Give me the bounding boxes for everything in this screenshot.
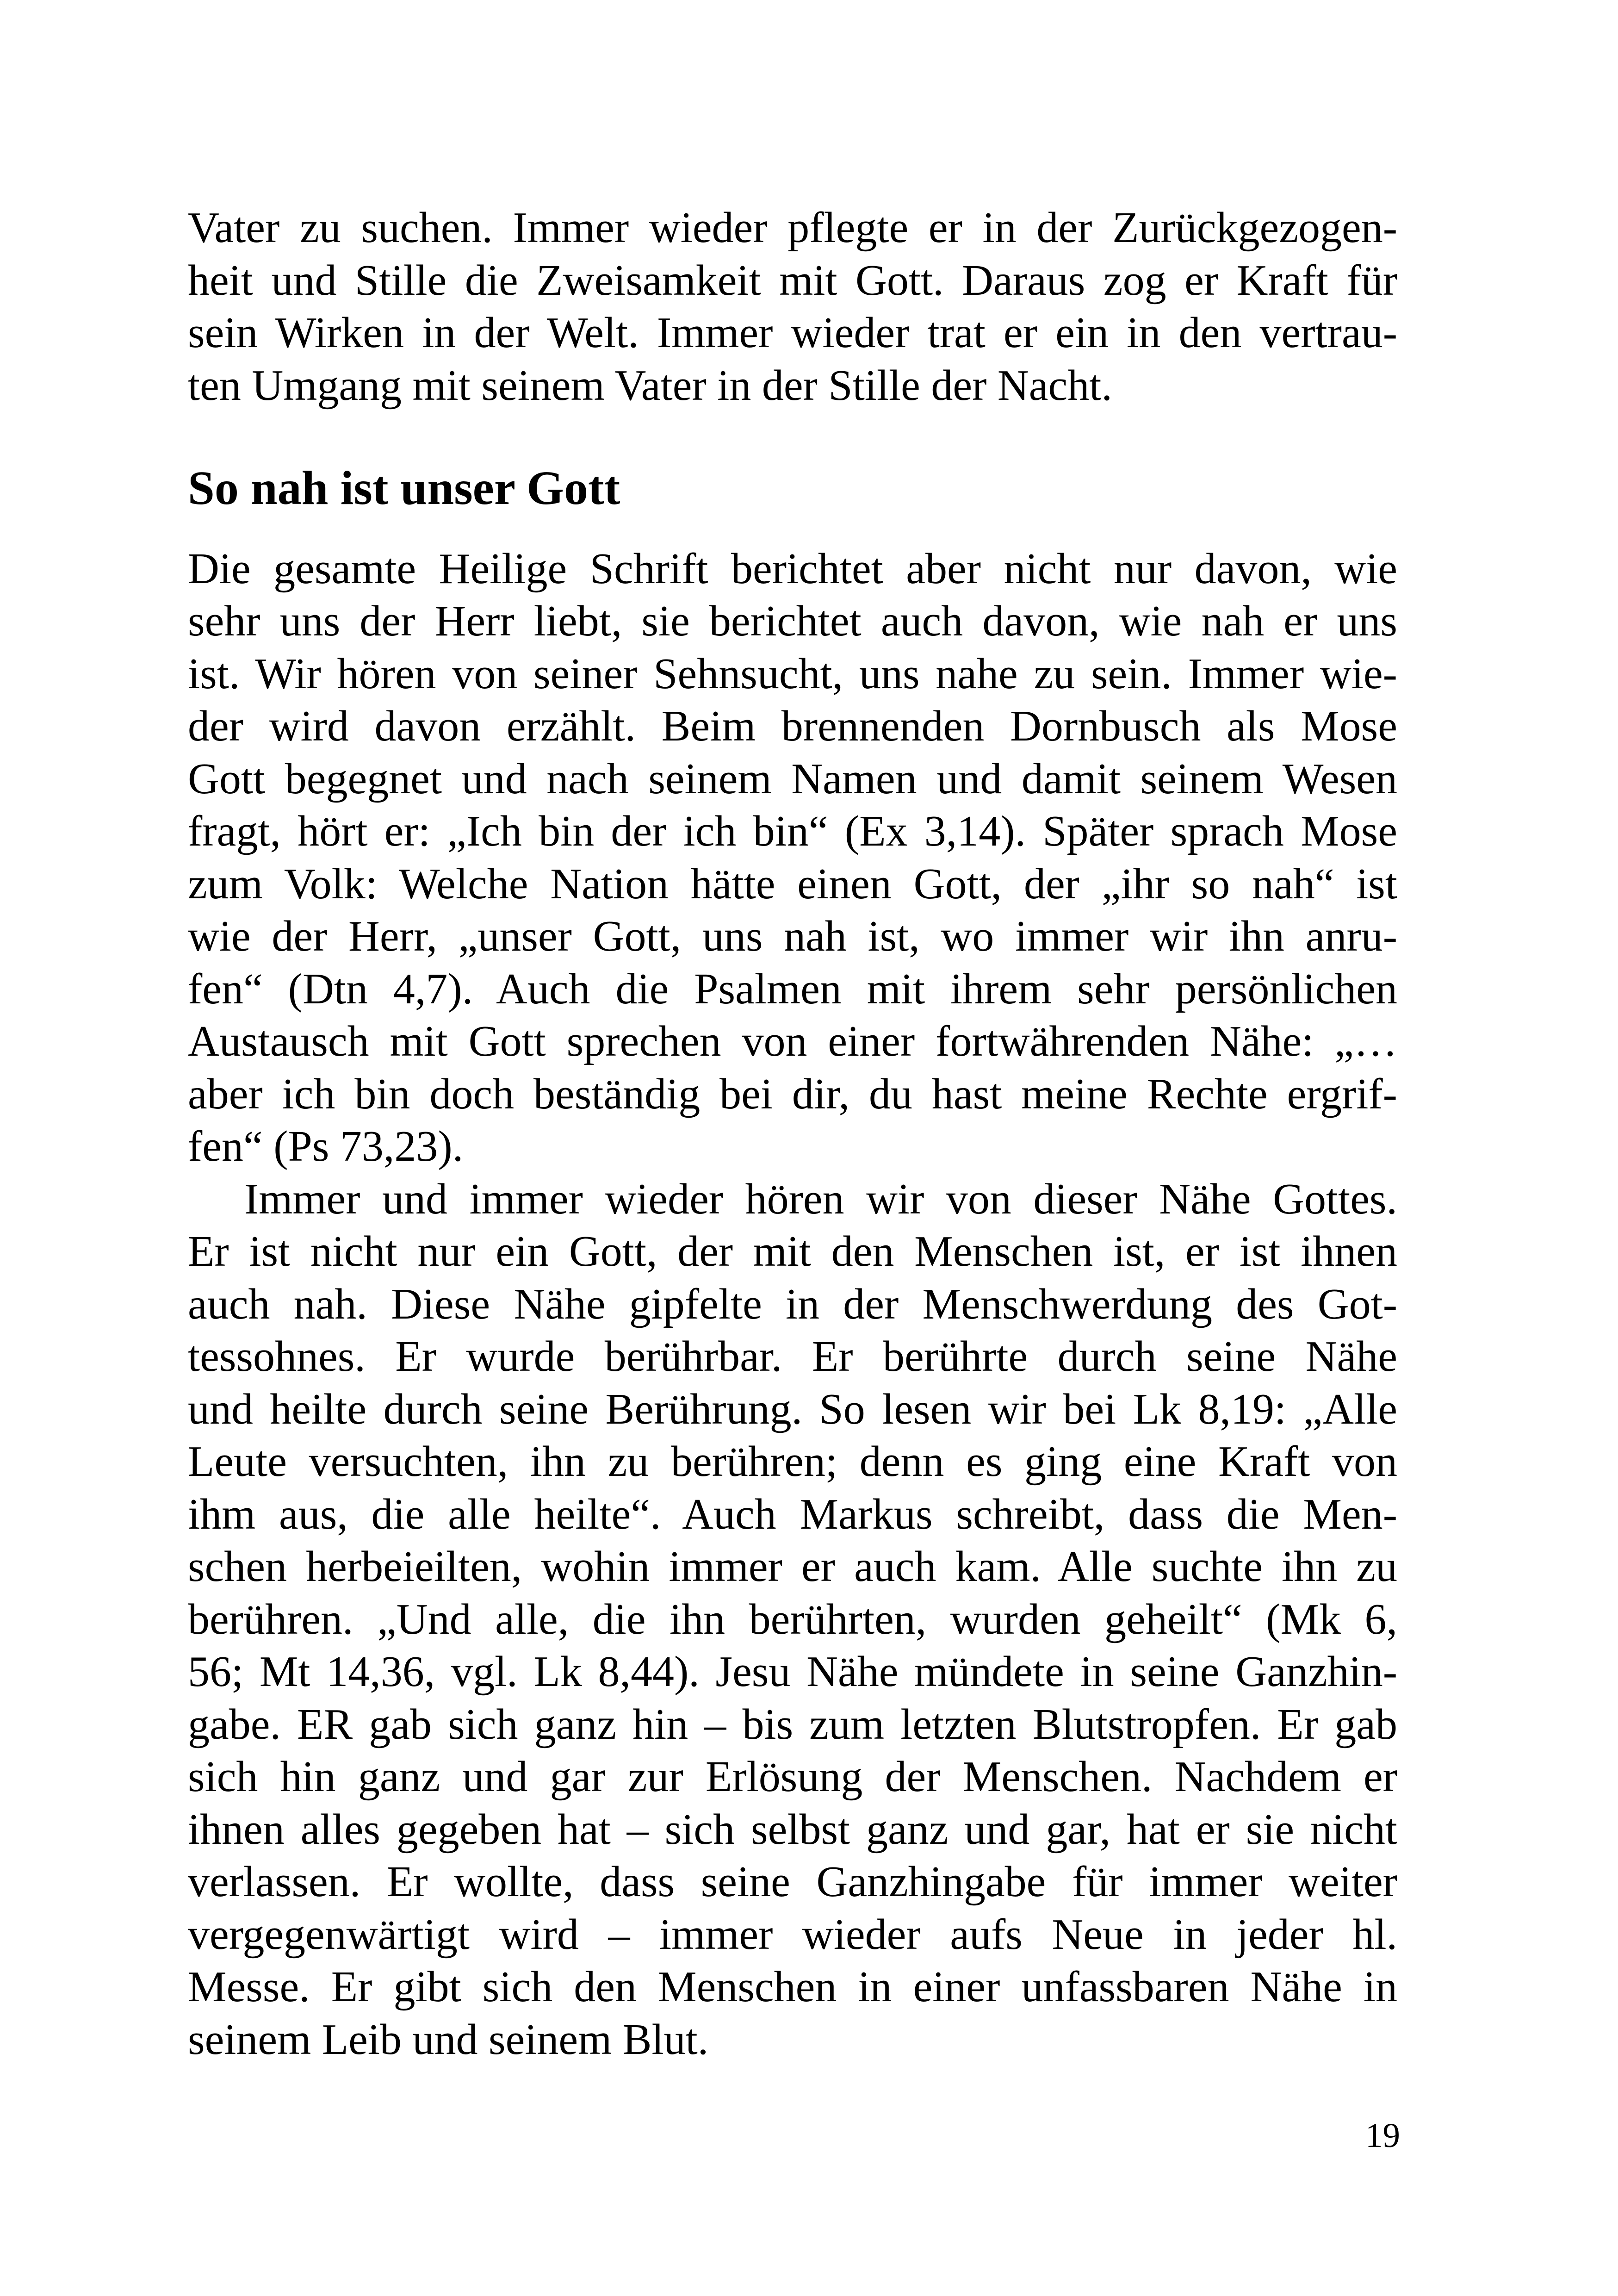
section-heading: So nah ist unser Gott	[188, 461, 620, 515]
text-line: der wird davon erzählt. Beim brennenden Dornbusch als Mose	[188, 702, 1397, 750]
text-line: 56; Mt 14,36, vgl. Lk 8,44). Jesu Nähe mündete in seine Ganzhin-	[188, 1648, 1397, 1696]
text-line: Vater zu suchen. Immer wieder pflegte er in der Zurückgezogen-	[188, 204, 1397, 252]
text-block	[188, 202, 1397, 2066]
text-line: zum Volk: Welche Nation hätte einen Gott, der „ihr so nah“ ist	[188, 859, 1397, 908]
text-line: und heilte durch seine Berührung. So lesen wir bei Lk 8,19: „Alle	[188, 1385, 1397, 1433]
text-line: ihm aus, die alle heilte“. Auch Markus schreibt, dass die Men-	[188, 1490, 1397, 1538]
text-line: gabe. ER gab sich ganz hin – bis zum letzten Blutstropfen. Er gab	[188, 1700, 1397, 1748]
text-line: fen“ (Ps 73,23).	[188, 1122, 464, 1170]
text-line: Er ist nicht nur ein Gott, der mit den Menschen ist, er ist ihnen	[188, 1227, 1397, 1276]
paragraph	[188, 202, 1397, 412]
text-line: auch nah. Diese Nähe gipfelte in der Menschwerdung des Got-	[188, 1280, 1397, 1328]
text-line: fen“ (Dtn 4,7). Auch die Psalmen mit ihrem sehr persönlichen	[188, 964, 1397, 1013]
text-line: aber ich bin doch beständig bei dir, du hast meine Rechte ergrif-	[188, 1070, 1397, 1118]
text-line: Gott begegnet und nach seinem Namen und damit seinem Wesen	[188, 754, 1397, 803]
paragraph	[188, 1173, 1397, 2066]
text-line: Immer und immer wieder hören wir von dieser Nähe Gottes.	[244, 1175, 1397, 1223]
text-line: vergegenwärtigt wird – immer wieder aufs Neue in jeder hl.	[188, 1910, 1397, 1959]
text-line: sich hin ganz und gar zur Erlösung der Menschen. Nachdem er	[188, 1753, 1397, 1801]
text-line: ihnen alles gegeben hat – sich selbst ganz und gar, hat er sie nicht	[188, 1805, 1397, 1854]
paragraph	[188, 543, 1397, 1173]
text-line: schen herbeieilten, wohin immer er auch kam. Alle suchte ihn zu	[188, 1543, 1397, 1591]
text-line: verlassen. Er wollte, dass seine Ganzhingabe für immer weiter	[188, 1858, 1397, 1906]
text-line: fragt, hört er: „Ich bin der ich bin“ (Ex 3,14). Später sprach Mose	[188, 807, 1397, 855]
text-line: berühren. „Und alle, die ihn berührten, wurden geheilt“ (Mk 6,	[188, 1595, 1397, 1643]
text-line: sein Wirken in der Welt. Immer wieder trat er ein in den vertrau-	[188, 309, 1397, 357]
text-line: ten Umgang mit seinem Vater in der Stille der Nacht.	[188, 361, 1112, 410]
text-line: Austausch mit Gott sprechen von einer fortwährenden Nähe: „…	[188, 1017, 1397, 1065]
text-line: wie der Herr, „unser Gott, uns nah ist, wo immer wir ihn anru-	[188, 912, 1397, 960]
text-line: seinem Leib und seinem Blut.	[188, 2015, 709, 2064]
text-line: Die gesamte Heilige Schrift berichtet aber nicht nur davon, wie	[188, 544, 1397, 593]
text-line: Leute versuchten, ihn zu berühren; denn es ging eine Kraft von	[188, 1437, 1397, 1486]
text-line: tessohnes. Er wurde berührbar. Er berührte durch seine Nähe	[188, 1332, 1397, 1381]
text-line: sehr uns der Herr liebt, sie berichtet auch davon, wie nah er uns	[188, 597, 1397, 645]
text-line: ist. Wir hören von seiner Sehnsucht, uns nahe zu sein. Immer wie-	[188, 649, 1397, 698]
text-line: Messe. Er gibt sich den Menschen in einer unfassbaren Nähe in	[188, 1963, 1397, 2011]
page-number: 19	[1365, 2116, 1400, 2155]
text-line: heit und Stille die Zweisamkeit mit Gott. Daraus zog er Kraft für	[188, 256, 1397, 305]
